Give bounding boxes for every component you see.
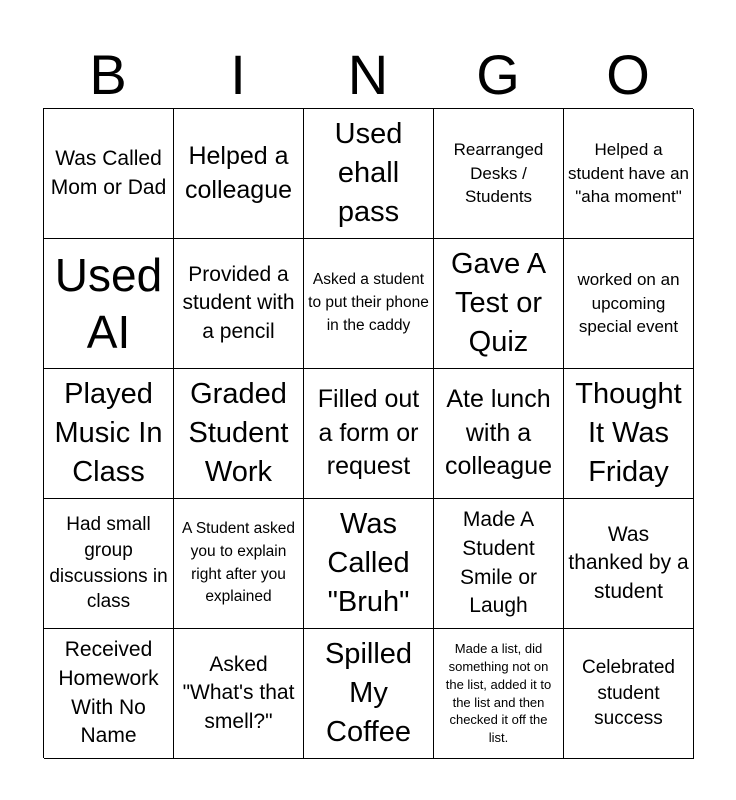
cell-text: Used ehall pass bbox=[334, 118, 403, 228]
header-letter-g: G bbox=[476, 43, 520, 106]
bingo-cell[interactable] bbox=[304, 109, 434, 239]
cell-text: Rearranged Desks / Students bbox=[453, 140, 544, 207]
cell-text: Made a list, did something not on the list, added it to the list and then checked it off the list. bbox=[445, 641, 552, 745]
bingo-cell[interactable] bbox=[564, 239, 694, 369]
cell-text: Used AI bbox=[54, 249, 163, 358]
bingo-cell[interactable] bbox=[564, 369, 694, 499]
bingo-cell[interactable] bbox=[44, 499, 174, 629]
bingo-cell[interactable] bbox=[304, 499, 434, 629]
bingo-cell[interactable] bbox=[564, 499, 694, 629]
bingo-cell[interactable] bbox=[434, 239, 564, 369]
bingo-cell[interactable] bbox=[564, 629, 694, 759]
cell-text: worked on an upcoming special event bbox=[577, 270, 680, 337]
cell-text: Spilled My Coffee bbox=[324, 638, 413, 748]
cell-text: Ate lunch with a colleague bbox=[444, 384, 553, 481]
cell-text: A Student asked you to explain right after you explained bbox=[182, 519, 295, 606]
cell-text: Asked a student to put their phone in the caddy bbox=[308, 271, 429, 334]
bingo-cell[interactable] bbox=[44, 629, 174, 759]
cell-text: Helped a colleague bbox=[184, 141, 293, 204]
header-letter-o: O bbox=[606, 43, 650, 106]
bingo-cell[interactable] bbox=[44, 239, 174, 369]
bingo-cell[interactable] bbox=[304, 629, 434, 759]
header-letter-b: B bbox=[89, 43, 127, 106]
cell-text: Celebrated student success bbox=[582, 656, 675, 730]
bingo-cell[interactable] bbox=[174, 499, 304, 629]
bingo-cell[interactable] bbox=[304, 369, 434, 499]
cell-text: Asked "What's that smell?" bbox=[182, 652, 295, 733]
bingo-cell[interactable] bbox=[174, 629, 304, 759]
cell-text: Had small group discussions in class bbox=[49, 513, 168, 613]
cell-text: Played Music In Class bbox=[54, 378, 163, 488]
cell-text: Received Homework With No Name bbox=[58, 638, 159, 748]
cell-text: Graded Student Work bbox=[188, 378, 289, 488]
bingo-cell[interactable] bbox=[304, 239, 434, 369]
bingo-cell[interactable] bbox=[434, 109, 564, 239]
cell-text: Was Called "Bruh" bbox=[327, 508, 410, 618]
header-letter-i: I bbox=[230, 43, 246, 106]
bingo-grid bbox=[43, 108, 693, 758]
bingo-cell[interactable] bbox=[434, 369, 564, 499]
cell-text: Provided a student with a pencil bbox=[182, 262, 295, 343]
cell-text: Thought It Was Friday bbox=[575, 378, 682, 488]
bingo-cell[interactable] bbox=[44, 109, 174, 239]
bingo-cell[interactable] bbox=[434, 629, 564, 759]
cell-text: Was thanked by a student bbox=[568, 522, 689, 603]
cell-text: Made A Student Smile or Laugh bbox=[459, 508, 538, 618]
header-letter-n: N bbox=[347, 43, 389, 106]
cell-text: Filled out a form or request bbox=[317, 384, 420, 481]
bingo-cell[interactable] bbox=[174, 369, 304, 499]
bingo-cell[interactable] bbox=[434, 499, 564, 629]
bingo-cell[interactable] bbox=[564, 109, 694, 239]
bingo-header bbox=[43, 42, 693, 108]
cell-text: Helped a student have an "aha moment" bbox=[568, 140, 689, 207]
bingo-cell[interactable] bbox=[44, 369, 174, 499]
cell-text: Gave A Test or Quiz bbox=[450, 248, 547, 358]
cell-text: Was Called Mom or Dad bbox=[50, 146, 167, 199]
bingo-cell[interactable] bbox=[174, 239, 304, 369]
bingo-cell[interactable] bbox=[174, 109, 304, 239]
